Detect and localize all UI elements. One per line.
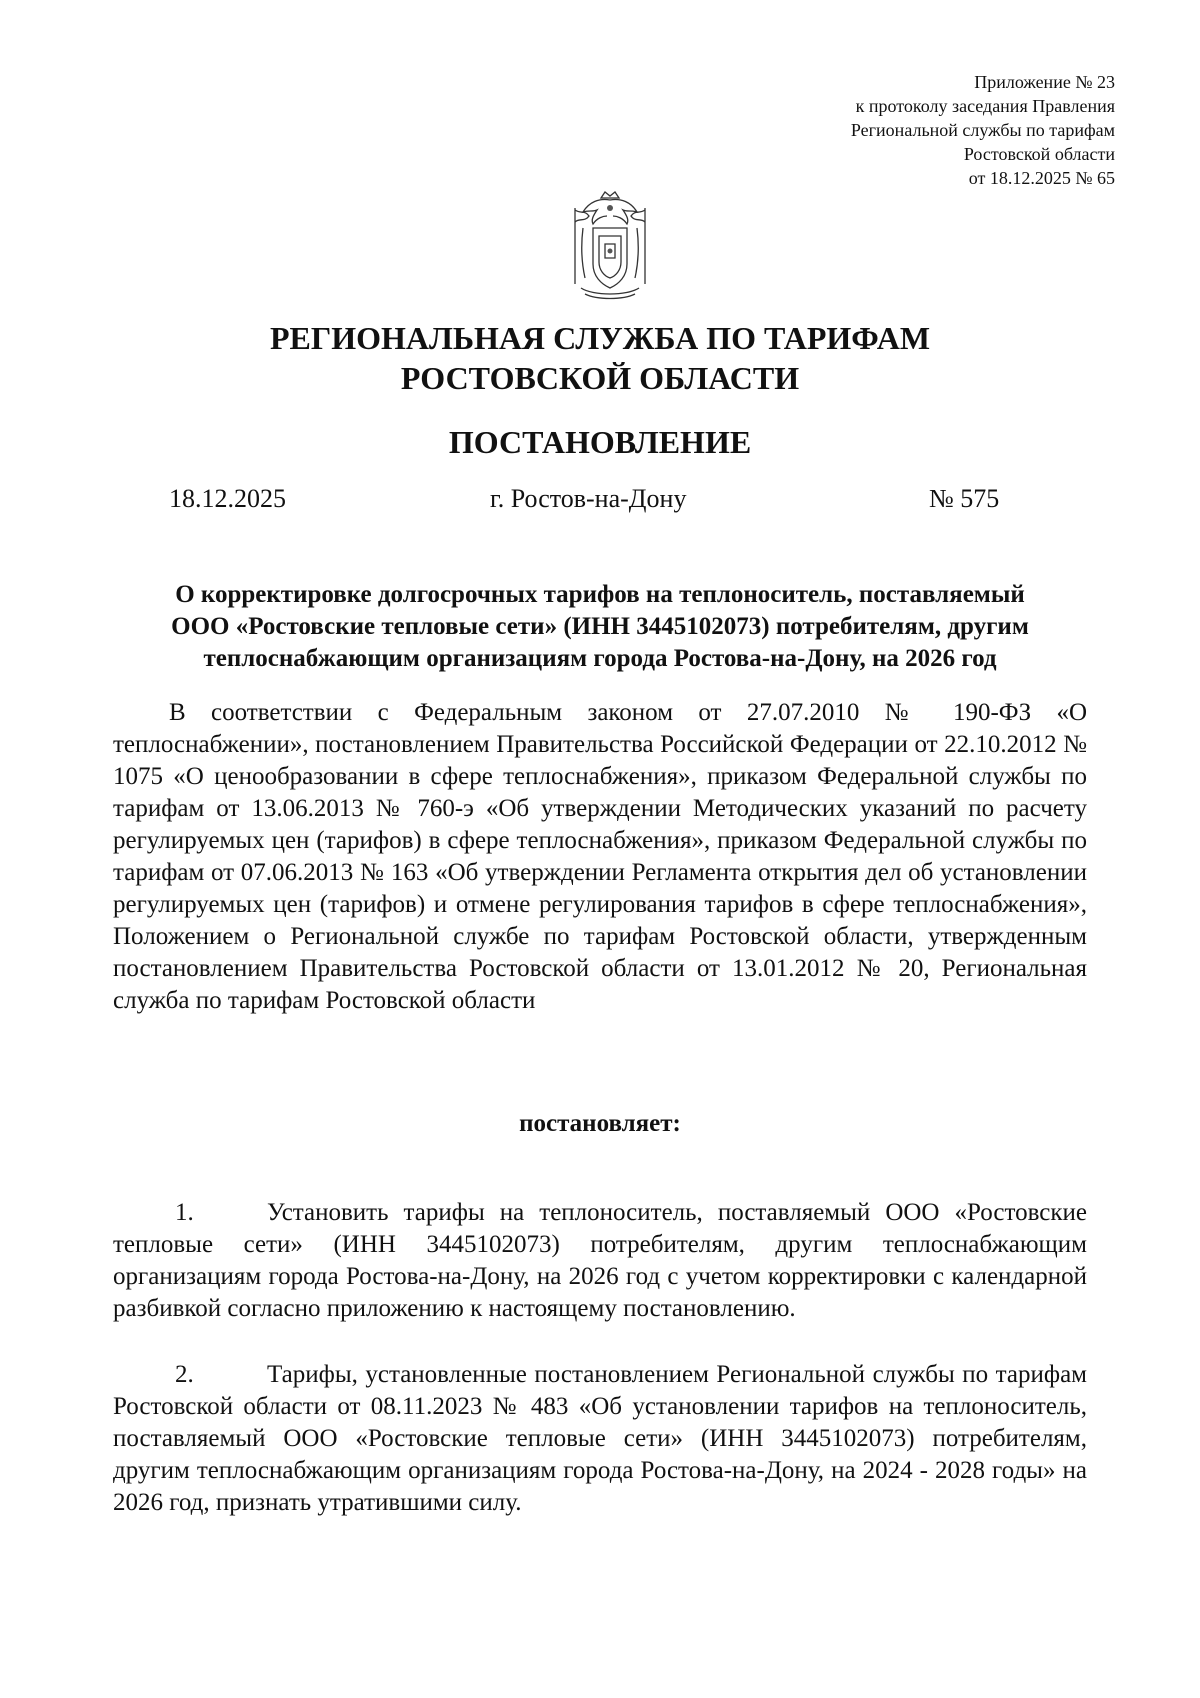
clause-1 <box>113 1197 1087 1325</box>
title-line: О корректировке долгосрочных тарифов на теплоноситель, поставляемый <box>175 581 1025 608</box>
clause-number: 2. <box>175 1361 194 1388</box>
coat-of-arms-icon <box>563 188 657 304</box>
annex-line: Приложение № 23 <box>974 72 1115 92</box>
annex-line: Ростовской области <box>963 144 1115 164</box>
document-city: г. Ростов-на-Дону <box>490 484 687 513</box>
annex-note <box>851 70 1115 190</box>
clause-text: Установить тарифы на теплоноситель, поставляемый ООО «Ростовские тепловые сети» (ИНН 3445102073) потребителям, другим теплоснабжающим организациям города Ростова-на-Дону, на 2026 год с учетом корректировки с календарной разбивкой согласно приложению к настоящему постановлению. <box>113 1199 1087 1322</box>
annex-line: от 18.12.2025 № 65 <box>968 168 1115 188</box>
preamble-paragraph: В соответствии с Федеральным законом от 27.07.2010 № 190-ФЗ «О теплоснабжении», постановлением Правительства Российской Федерации от 22.10.2012 № 1075 «О ценообразовании в сфере теплоснабжения», приказом Федеральной службы по тарифам от 13.06.2013 № 760-э «Об утверждении Методических указаний по расчету регулируемых цен (тарифов) в сфере теплоснабжения», приказом Федеральной службы по тарифам от 07.06.2013 № 163 «Об утверждении Регламента открытия дел об установлении регулируемых цен (тарифов) и отмене регулирования тарифов в сфере теплоснабжения», Положением о Региональной службе по тарифам Ростовской области, утвержденным постановлением Правительства Ростовской области от 13.01.2012 № 20, Региональная служба по тарифам Ростовской области <box>113 699 1087 1014</box>
title-line: ООО «Ростовские тепловые сети» (ИНН 3445102073) потребителям, другим <box>171 613 1029 640</box>
document-number: № 575 <box>929 484 1000 513</box>
title-line: теплоснабжающим организациям города Ростова-на-Дону, на 2026 год <box>203 645 997 672</box>
clause-text: Тарифы, установленные постановлением Региональной службы по тарифам Ростовской области от 08.11.2023 № 483 «Об установлении тарифов на теплоноситель, поставляемый ООО «Ростовские тепловые сети» (ИНН 3445102073) потребителям, другим теплоснабжающим организациям города Ростова-на-Дону, на 2024 - 2028 годы» на 2026 год, признать утратившими силу. <box>113 1361 1087 1516</box>
annex-line: Региональной службы по тарифам <box>850 120 1115 140</box>
clause-2 <box>113 1359 1087 1519</box>
org-line: РЕГИОНАЛЬНАЯ СЛУЖБА ПО ТАРИФАМ <box>269 320 931 356</box>
org-line: РОСТОВСКОЙ ОБЛАСТИ <box>400 360 800 396</box>
document-title <box>113 579 1087 675</box>
organization-name <box>0 318 1200 398</box>
annex-line: к протоколу заседания Правления <box>855 96 1115 116</box>
document-date: 18.12.2025 <box>169 484 286 513</box>
document-type: ПОСТАНОВЛЕНИЕ <box>448 424 752 460</box>
clause-number: 1. <box>175 1199 194 1226</box>
resolves-heading: постановляет: <box>519 1110 681 1137</box>
